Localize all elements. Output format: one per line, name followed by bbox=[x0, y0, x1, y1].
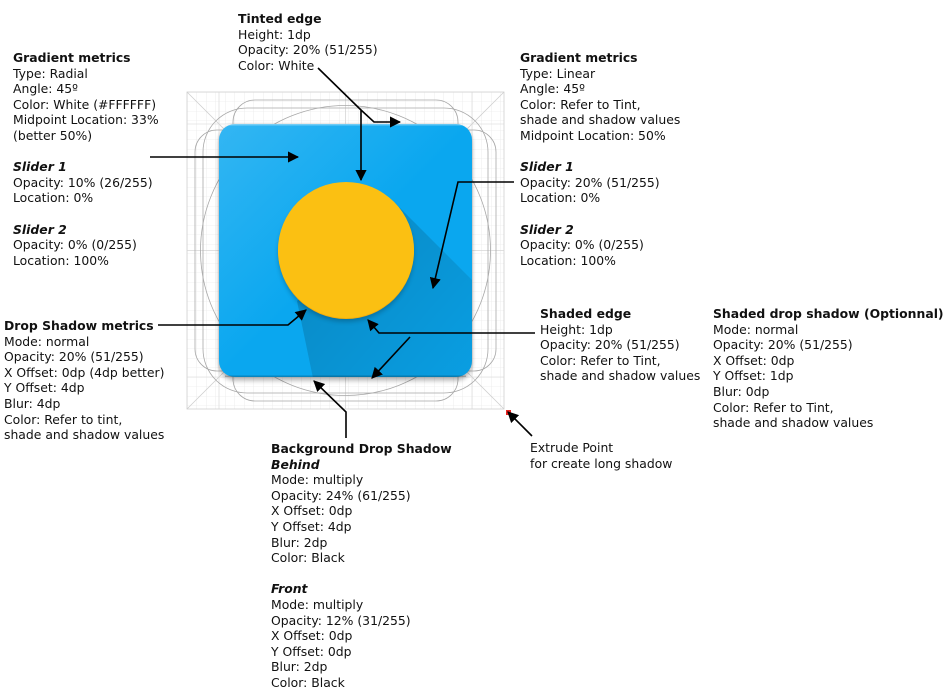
background-shadow-front-line: X Offset: 0dp bbox=[271, 628, 353, 644]
gradient-left-line: Color: White (#FFFFFF) bbox=[13, 96, 157, 112]
background-shadow-front-line: Blur: 2dp bbox=[271, 659, 328, 675]
gradient-left-slider1-line: Opacity: 10% (26/255) bbox=[13, 174, 153, 190]
gradient-left-line: Midpoint Location: 33% bbox=[13, 112, 159, 128]
background-shadow-block bbox=[271, 441, 452, 691]
shaded-drop-shadow-line: Mode: normal bbox=[713, 321, 799, 337]
gradient-left-slider1-line: Location: 0% bbox=[13, 190, 94, 206]
tinted-edge bbox=[225, 124, 466, 126]
extrude-point-line: for create long shadow bbox=[530, 455, 673, 471]
gradient-left-slider2-line: Opacity: 0% (0/255) bbox=[13, 237, 137, 253]
drop-shadow-line: shade and shadow values bbox=[4, 427, 165, 443]
drop-shadow-title: Drop Shadow metrics bbox=[4, 318, 154, 333]
background-shadow-front-line: Y Offset: 0dp bbox=[271, 643, 352, 659]
extrude-point-block bbox=[530, 440, 672, 471]
tinted-edge-line: Opacity: 20% (51/255) bbox=[238, 42, 378, 58]
shaded-edge-line: Opacity: 20% (51/255) bbox=[540, 337, 680, 353]
gradient-right-line: Angle: 45º bbox=[520, 81, 585, 97]
shaded-edge-line: Color: Refer to Tint, bbox=[540, 352, 661, 368]
gradient-left-line: (better 50%) bbox=[13, 127, 93, 143]
gradient-left-line: Type: Radial bbox=[13, 65, 88, 81]
tinted-edge-line: Height: 1dp bbox=[238, 26, 311, 42]
background-shadow-behind-line: Blur: 2dp bbox=[271, 534, 328, 550]
gradient-right-slider1-title: Slider 1 bbox=[520, 159, 574, 175]
gradient-right-slider2-line: Location: 100% bbox=[520, 252, 616, 268]
gradient-right-line: shade and shadow values bbox=[520, 112, 681, 128]
background-shadow-front-line: Mode: multiply bbox=[271, 596, 364, 612]
gradient-left-slider2-title: Slider 2 bbox=[13, 221, 67, 237]
shaded-drop-shadow-block bbox=[713, 306, 944, 431]
extrude-point-line: Extrude Point bbox=[530, 440, 614, 455]
shaded-edge-block bbox=[540, 306, 700, 384]
drop-shadow-line: Opacity: 20% (51/255) bbox=[4, 349, 144, 365]
gradient-right-slider1-line: Location: 0% bbox=[520, 190, 601, 206]
gradient-left-block bbox=[13, 50, 159, 268]
yellow-circle bbox=[278, 182, 414, 318]
gradient-right-slider2-line: Opacity: 0% (0/255) bbox=[520, 237, 644, 253]
arrow-extrude-point bbox=[508, 412, 532, 436]
background-shadow-behind-line: Opacity: 24% (61/255) bbox=[271, 487, 411, 503]
background-shadow-title: Background Drop Shadow bbox=[271, 441, 452, 456]
gradient-left-title: Gradient metrics bbox=[13, 50, 131, 65]
shaded-drop-shadow-title: Shaded drop shadow (Optionnal) bbox=[713, 306, 944, 321]
drop-shadow-line: Color: Refer to tint, bbox=[4, 411, 123, 427]
background-shadow-front-title: Front bbox=[271, 581, 308, 597]
drop-shadow-line: Mode: normal bbox=[4, 333, 90, 349]
background-shadow-behind-title: Behind bbox=[271, 456, 320, 472]
shaded-drop-shadow-line: X Offset: 0dp bbox=[713, 352, 795, 368]
background-shadow-front-line: Color: Black bbox=[271, 674, 345, 690]
background-shadow-front-line: Opacity: 12% (31/255) bbox=[271, 612, 411, 628]
gradient-right-slider2-title: Slider 2 bbox=[520, 221, 574, 237]
background-shadow-behind-line: X Offset: 0dp bbox=[271, 503, 353, 519]
gradient-right-title: Gradient metrics bbox=[520, 50, 638, 65]
background-shadow-behind-line: Y Offset: 4dp bbox=[271, 518, 352, 534]
tinted-edge-block bbox=[238, 11, 378, 73]
drop-shadow-line: X Offset: 0dp (4dp better) bbox=[4, 364, 165, 380]
shaded-edge bbox=[225, 376, 466, 378]
drop-shadow-block bbox=[4, 318, 164, 443]
shaded-drop-shadow-line: Opacity: 20% (51/255) bbox=[713, 337, 853, 353]
gradient-left-slider2-line: Location: 100% bbox=[13, 252, 109, 268]
shaded-edge-title: Shaded edge bbox=[540, 306, 632, 321]
shaded-edge-line: shade and shadow values bbox=[540, 368, 701, 384]
gradient-right-line: Midpoint Location: 50% bbox=[520, 127, 666, 143]
gradient-right-line: Color: Refer to Tint, bbox=[520, 96, 641, 112]
gradient-right-block bbox=[520, 50, 680, 268]
shaded-drop-shadow-line: Y Offset: 1dp bbox=[713, 368, 794, 384]
drop-shadow-line: Blur: 4dp bbox=[4, 395, 61, 411]
shaded-drop-shadow-line: Color: Refer to Tint, bbox=[713, 399, 834, 415]
shaded-edge-line: Height: 1dp bbox=[540, 321, 613, 337]
background-shadow-behind-line: Mode: multiply bbox=[271, 472, 364, 488]
tinted-edge-title: Tinted edge bbox=[238, 11, 322, 26]
tinted-edge-line: Color: White bbox=[238, 57, 315, 73]
gradient-left-slider1-title: Slider 1 bbox=[13, 159, 67, 175]
shaded-drop-shadow-line: Blur: 0dp bbox=[713, 383, 770, 399]
gradient-right-slider1-line: Opacity: 20% (51/255) bbox=[520, 174, 660, 190]
gradient-right-line: Type: Linear bbox=[520, 65, 596, 81]
gradient-left-line: Angle: 45º bbox=[13, 81, 78, 97]
shaded-drop-shadow-line: shade and shadow values bbox=[713, 415, 874, 431]
drop-shadow-line: Y Offset: 4dp bbox=[4, 380, 85, 396]
background-shadow-behind-line: Color: Black bbox=[271, 550, 345, 566]
